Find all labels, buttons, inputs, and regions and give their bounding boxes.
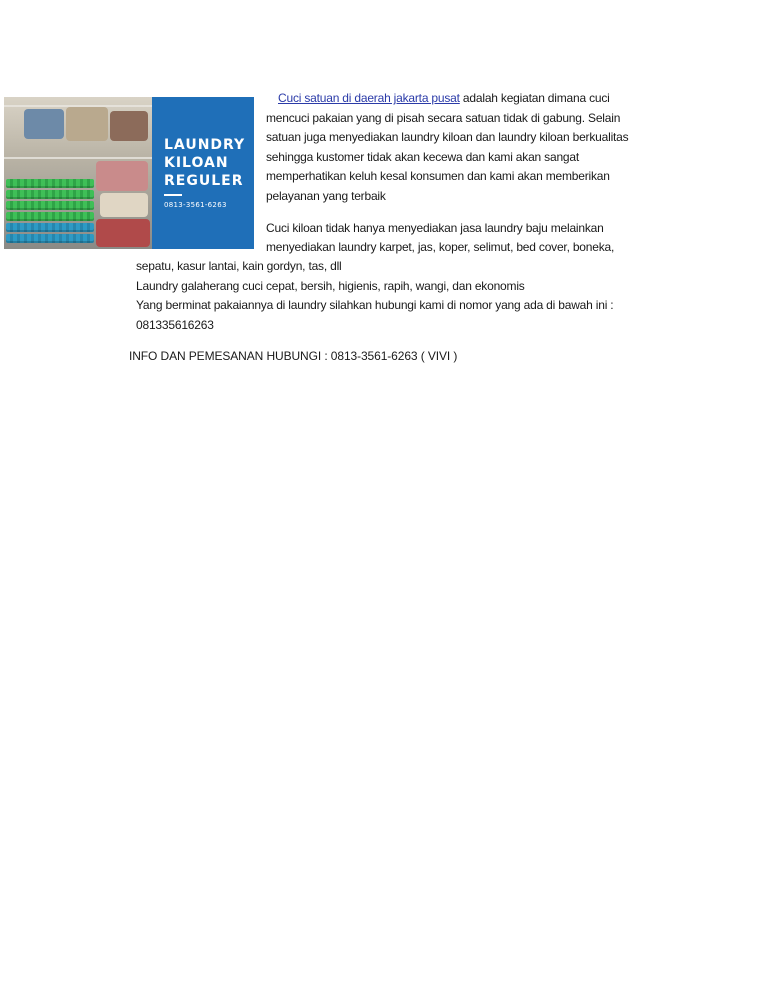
laundry-ad-image — [4, 97, 254, 249]
clothes-bundle — [96, 219, 150, 247]
paragraph2-line6: 081335616263 — [136, 318, 214, 332]
clothes-bundle — [66, 107, 108, 141]
paragraph1-line1 — [266, 88, 610, 108]
blue-basket — [6, 223, 94, 232]
paragraph1-line2: mencuci pakaian yang di pisah secara satuan tidak di gabung. Selain — [266, 111, 621, 125]
green-basket — [6, 179, 94, 188]
panel-phone: 0813-3561-6263 — [164, 201, 227, 209]
ad-blue-panel — [152, 97, 254, 249]
clothes-bundle — [24, 109, 64, 139]
green-basket — [6, 201, 94, 210]
blue-basket — [6, 234, 94, 243]
paragraph1-line4: sehingga kustomer tidak akan kecewa dan kami akan sangat — [266, 150, 579, 164]
paragraph1-line6: pelayanan yang terbaik — [266, 189, 386, 203]
info-contact-line: INFO DAN PEMESANAN HUBUNGI : 0813-3561-6263 ( VIVI ) — [129, 349, 458, 363]
paragraph1-line5: memperhatikan keluh kesal konsumen dan kami akan memberikan — [266, 169, 610, 183]
clothes-bundle — [100, 193, 148, 217]
paragraph2-line2: menyediakan laundry karpet, jas, koper, selimut, bed cover, boneka, — [266, 240, 615, 254]
paragraph2-line5: Yang berminat pakaiannya di laundry silahkan hubungi kami di nomor yang ada di bawah ini : — [136, 298, 614, 312]
clothes-bundle — [110, 111, 148, 141]
panel-line-kiloan: KILOAN — [164, 155, 229, 171]
green-basket — [6, 190, 94, 199]
clothes-bundle — [96, 161, 148, 191]
paragraph2-line1: Cuci kiloan tidak hanya menyediakan jasa laundry baju melainkan — [266, 221, 604, 235]
paragraph2-line4: Laundry galaherang cuci cepat, bersih, higienis, rapih, wangi, dan ekonomis — [136, 279, 525, 293]
paragraph1-line1-rest: adalah kegiatan dimana cuci — [459, 91, 610, 105]
green-basket — [6, 212, 94, 221]
cuci-satuan-link[interactable]: Cuci satuan di daerah jakarta pusat — [278, 91, 460, 105]
paragraph1-line3: satuan juga menyediakan laundry kiloan dan laundry kiloan berkualitas — [266, 130, 629, 144]
panel-line-reguler: REGULER — [164, 173, 244, 189]
paragraph2-line3: sepatu, kasur lantai, kain gordyn, tas, dll — [136, 259, 342, 273]
panel-divider — [164, 194, 182, 196]
panel-line-laundry: LAUNDRY — [164, 137, 246, 153]
shelf-wire — [4, 157, 152, 159]
